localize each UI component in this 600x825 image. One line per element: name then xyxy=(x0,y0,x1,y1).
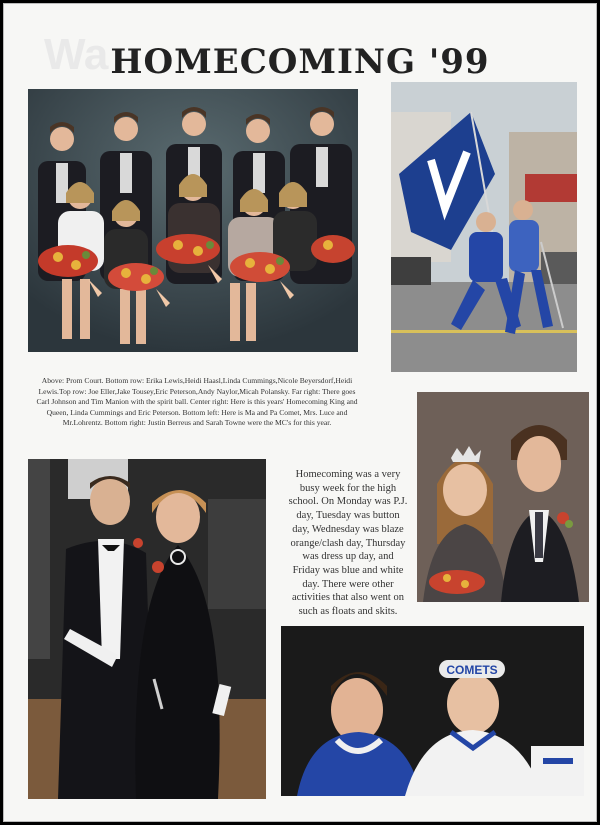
yearbook-page xyxy=(3,3,597,822)
court-photo xyxy=(28,89,358,352)
photo-captions: Above: Prom Court. Bottom row: Erika Lewis,Heidi Haasl,Linda Cummings,Nicole Beyersdorf,Heidi Lewis.Top row: Joe Eller,Jake Tousey,Eric Peterson,Andy Naylor,Micah Polansky. Far right: There goes Carl Johnson and Tim Manion with the spirit ball. Center right: Here is this years' Homecoming King and Queen, Linda Cummings and Eric Peterson. Bottom left: Here is Ma and Pa Comet, Mrs. Luce and Mr.Lohrentz. Bottom right: Justin Berreus and Sarah Towne were the MC's for this year. xyxy=(36,376,358,428)
ma-pa-comet-illustration xyxy=(28,459,266,799)
mcs-photo xyxy=(281,626,584,796)
spirit-ball-photo xyxy=(391,82,577,372)
homecoming-story: Homecoming was a very busy week for the high school. On Monday was P.J. day, Tuesday was button day, Wednesday was blaze orange/clash day, Thursday was dress up day, and Friday was blue and white day. There were other activities that also went on such as floats and skits. xyxy=(288,469,408,618)
background-watermark: Wa xyxy=(44,30,109,79)
court-photo-illustration xyxy=(28,89,358,352)
king-queen-photo xyxy=(417,392,589,602)
king-queen-illustration xyxy=(417,392,589,602)
mcs-illustration xyxy=(281,626,584,796)
ma-pa-comet-photo xyxy=(28,459,266,799)
spirit-ball-illustration xyxy=(391,82,577,372)
headband-text: COMETS xyxy=(446,663,498,677)
page-title: HOMECOMING '99 xyxy=(110,42,490,82)
